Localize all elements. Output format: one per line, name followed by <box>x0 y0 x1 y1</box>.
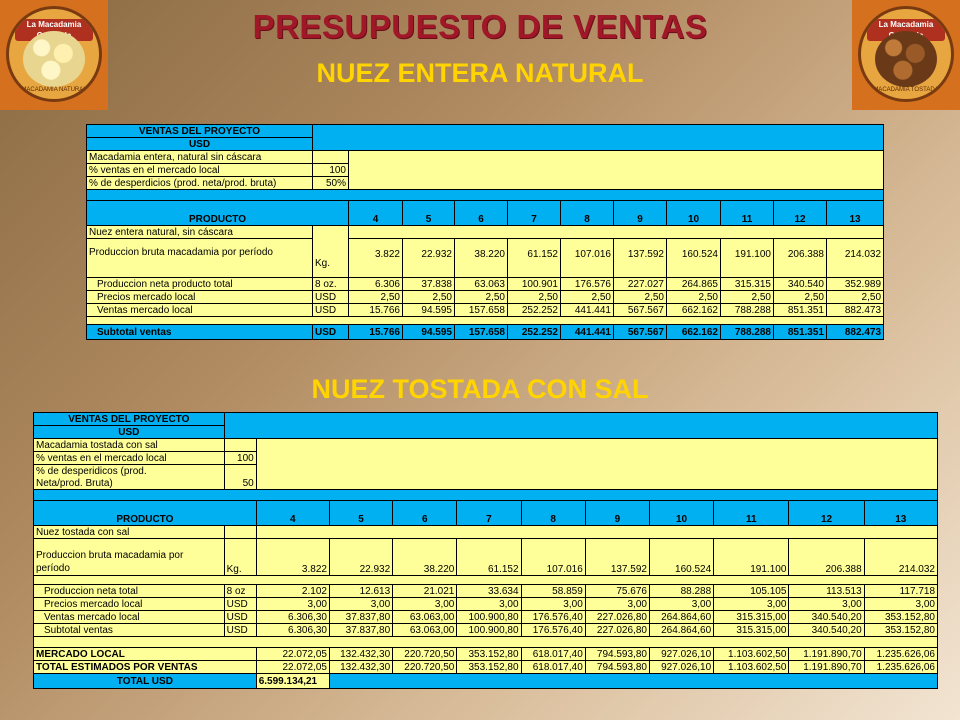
year-header: 6 <box>393 501 457 526</box>
value-cell: 2,50 <box>614 291 667 304</box>
year-header: 7 <box>508 201 561 226</box>
value-cell: 227.026,80 <box>585 624 649 637</box>
param-label: Macadamia tostada con sal <box>34 439 225 452</box>
year-header: 4 <box>256 501 329 526</box>
unit-cell: Kg. <box>224 539 256 576</box>
value-cell: 100.901 <box>508 278 561 291</box>
value-cell: 2,50 <box>827 291 884 304</box>
unit-cell: USD <box>224 624 256 637</box>
year-header: 12 <box>789 501 864 526</box>
param-label: % de desperidicos (prod. <box>34 465 225 478</box>
value-cell: 882.473 <box>827 304 884 317</box>
value-cell: 38.220 <box>393 539 457 576</box>
year-header: 11 <box>721 201 774 226</box>
value-cell: 220.720,50 <box>393 648 457 661</box>
year-header: 8 <box>521 501 585 526</box>
param-value: 50 <box>224 465 256 490</box>
value-cell: 340.540 <box>774 278 827 291</box>
section-title-tostada: NUEZ TOSTADA CON SAL <box>311 374 649 404</box>
value-cell: 63.063,00 <box>393 611 457 624</box>
param-label: Macadamia entera, natural sin cáscara <box>87 151 313 164</box>
table-header: VENTAS DEL PROYECTO <box>34 413 225 426</box>
value-cell: 2,50 <box>508 291 561 304</box>
value-cell: 441.441 <box>561 304 614 317</box>
table-header: VENTAS DEL PROYECTO <box>87 125 313 138</box>
value-cell: 100.900,80 <box>457 624 521 637</box>
table-header-unit: USD <box>34 426 225 439</box>
year-header: 5 <box>329 501 392 526</box>
row-label-line2: período <box>36 563 70 574</box>
value-cell: 117.718 <box>864 585 937 598</box>
page-title: PRESUPUESTO DE VENTAS <box>252 8 708 45</box>
value-cell: 3.822 <box>349 239 403 278</box>
param-label: % de desperdicios (prod. neta/prod. bruta) <box>87 177 313 190</box>
value-cell: 2,50 <box>455 291 508 304</box>
value-cell: 100.900,80 <box>457 611 521 624</box>
value-cell: 618.017,40 <box>521 661 585 674</box>
year-header: 8 <box>561 201 614 226</box>
table-header-unit: USD <box>87 138 313 151</box>
row-label: Ventas mercado local <box>34 611 225 624</box>
row-label <box>34 539 225 576</box>
logo-subtext: MACADAMIA NATURAL <box>21 87 87 93</box>
value-cell: 3,00 <box>457 598 521 611</box>
mercado-local-label: MERCADO LOCAL <box>34 648 257 661</box>
param-value: 100 <box>224 452 256 465</box>
param-label: % ventas en el mercado local <box>87 164 313 177</box>
value-cell: 1.103.602,50 <box>714 648 789 661</box>
value-cell: 618.017,40 <box>521 648 585 661</box>
value-cell: 22.072,05 <box>256 648 329 661</box>
value-cell: 113.513 <box>789 585 864 598</box>
value-cell: 227.026,80 <box>585 611 649 624</box>
value-cell: 220.720,50 <box>393 661 457 674</box>
row-label: Subtotal ventas <box>34 624 225 637</box>
value-cell: 252.252 <box>508 304 561 317</box>
value-cell: 264.864,60 <box>649 624 713 637</box>
value-cell: 264.865 <box>667 278 721 291</box>
param-value: 50% <box>313 177 349 190</box>
value-cell: 107.016 <box>561 239 614 278</box>
item-label: Nuez tostada con sal <box>34 526 225 539</box>
value-cell: 352.989 <box>827 278 884 291</box>
value-cell: 353.152,80 <box>864 624 937 637</box>
unit-cell: USD <box>224 611 256 624</box>
subtotal-value: 252.252 <box>508 325 561 340</box>
value-cell: 315.315,00 <box>714 611 789 624</box>
param-label: Neta/prod. Bruta) <box>34 477 225 490</box>
row-label: Ventas mercado local <box>87 304 313 317</box>
row-label: Precios mercado local <box>87 291 313 304</box>
param-label: % ventas en el mercado local <box>34 452 225 465</box>
value-cell: 37.838 <box>403 278 455 291</box>
value-cell: 132.432,30 <box>329 648 392 661</box>
value-cell: 176.576,40 <box>521 611 585 624</box>
year-header: 13 <box>827 201 884 226</box>
subtotal-value: 441.441 <box>561 325 614 340</box>
unit-cell: USD <box>313 325 349 340</box>
row-label-line1: Produccion bruta macadamia por <box>36 550 184 561</box>
year-header: 7 <box>457 501 521 526</box>
value-cell: 132.432,30 <box>329 661 392 674</box>
value-cell: 3,00 <box>393 598 457 611</box>
value-cell: 851.351 <box>774 304 827 317</box>
value-cell: 22.932 <box>403 239 455 278</box>
subtotal-value: 662.162 <box>667 325 721 340</box>
value-cell: 3,00 <box>329 598 392 611</box>
value-cell: 63.063,00 <box>393 624 457 637</box>
value-cell: 2,50 <box>561 291 614 304</box>
value-cell: 63.063 <box>455 278 508 291</box>
value-cell: 315.315 <box>721 278 774 291</box>
logo-text: La Macadamia <box>867 19 945 41</box>
value-cell: 15.766 <box>349 304 403 317</box>
value-cell: 315.315,00 <box>714 624 789 637</box>
column-header-producto: PRODUCTO <box>34 501 257 526</box>
value-cell: 662.162 <box>667 304 721 317</box>
value-cell: 1.103.602,50 <box>714 661 789 674</box>
total-estimados-label: TOTAL ESTIMADOS POR VENTAS <box>34 661 257 674</box>
subtotal-value: 567.567 <box>614 325 667 340</box>
value-cell: 22.932 <box>329 539 392 576</box>
value-cell: 206.388 <box>774 239 827 278</box>
value-cell: 61.152 <box>457 539 521 576</box>
year-header: 9 <box>614 201 667 226</box>
value-cell: 3,00 <box>256 598 329 611</box>
unit-cell: USD <box>313 291 349 304</box>
value-cell: 788.288 <box>721 304 774 317</box>
year-header: 11 <box>714 501 789 526</box>
row-label: Produccion neta total <box>34 585 225 598</box>
value-cell: 33.634 <box>457 585 521 598</box>
value-cell: 176.576,40 <box>521 624 585 637</box>
value-cell: 191.100 <box>714 539 789 576</box>
logo-text: La Macadamia <box>15 19 93 41</box>
value-cell: 6.306,30 <box>256 611 329 624</box>
value-cell: 3,00 <box>714 598 789 611</box>
value-cell: 1.191.890,70 <box>789 648 864 661</box>
value-cell: 61.152 <box>508 239 561 278</box>
value-cell: 264.864,60 <box>649 611 713 624</box>
total-usd-value: 6.599.134,21 <box>256 674 329 689</box>
value-cell: 2,50 <box>349 291 403 304</box>
sales-table-tostada <box>33 412 938 689</box>
value-cell: 105.105 <box>714 585 789 598</box>
section-title-natural: NUEZ ENTERA NATURAL <box>316 58 644 88</box>
year-header: 13 <box>864 501 937 526</box>
year-header: 6 <box>455 201 508 226</box>
param-value: 100 <box>313 164 349 177</box>
value-cell: 1.235.626,06 <box>864 661 937 674</box>
value-cell: 12.613 <box>329 585 392 598</box>
value-cell: 75.676 <box>585 585 649 598</box>
value-cell: 1.191.890,70 <box>789 661 864 674</box>
unit-cell: 8 oz. <box>313 278 349 291</box>
value-cell: 157.658 <box>455 304 508 317</box>
item-label: Nuez entera natural, sin cáscara <box>87 226 313 239</box>
value-cell: 353.152,80 <box>457 661 521 674</box>
value-cell: 340.540,20 <box>789 624 864 637</box>
value-cell: 214.032 <box>827 239 884 278</box>
value-cell: 206.388 <box>789 539 864 576</box>
subtotal-value: 157.658 <box>455 325 508 340</box>
value-cell: 21.021 <box>393 585 457 598</box>
year-header: 10 <box>649 501 713 526</box>
unit-cell: 8 oz <box>224 585 256 598</box>
row-label: Produccion neta producto total <box>87 278 313 291</box>
year-header: 10 <box>667 201 721 226</box>
value-cell: 927.026,10 <box>649 661 713 674</box>
value-cell: 6.306 <box>349 278 403 291</box>
subtotal-label: Subtotal ventas <box>87 325 313 340</box>
value-cell: 353.152,80 <box>457 648 521 661</box>
value-cell: 37.837,80 <box>329 611 392 624</box>
column-header-producto: PRODUCTO <box>87 201 349 226</box>
value-cell: 94.595 <box>403 304 455 317</box>
value-cell: 58.859 <box>521 585 585 598</box>
value-cell: 176.576 <box>561 278 614 291</box>
row-label: Produccion bruta macadamia por período <box>87 239 313 278</box>
value-cell: 2,50 <box>667 291 721 304</box>
total-usd-label: TOTAL USD <box>34 674 257 689</box>
logo-subtext: MACADAMIA TOSTADA <box>873 87 939 93</box>
value-cell: 794.593,80 <box>585 661 649 674</box>
value-cell: 160.524 <box>649 539 713 576</box>
value-cell: 2,50 <box>403 291 455 304</box>
value-cell: 137.592 <box>614 239 667 278</box>
value-cell: 38.220 <box>455 239 508 278</box>
unit-cell: USD <box>313 304 349 317</box>
value-cell: 191.100 <box>721 239 774 278</box>
subtotal-value: 15.766 <box>349 325 403 340</box>
value-cell: 3,00 <box>585 598 649 611</box>
value-cell: 2.102 <box>256 585 329 598</box>
value-cell: 1.235.626,06 <box>864 648 937 661</box>
sales-table-natural <box>86 124 884 340</box>
year-header: 12 <box>774 201 827 226</box>
value-cell: 6.306,30 <box>256 624 329 637</box>
value-cell: 794.593,80 <box>585 648 649 661</box>
year-header: 4 <box>349 201 403 226</box>
year-header: 9 <box>585 501 649 526</box>
value-cell: 137.592 <box>585 539 649 576</box>
value-cell: 567.567 <box>614 304 667 317</box>
subtotal-value: 788.288 <box>721 325 774 340</box>
value-cell: 3,00 <box>649 598 713 611</box>
value-cell: 3,00 <box>521 598 585 611</box>
value-cell: 3,00 <box>864 598 937 611</box>
year-header: 5 <box>403 201 455 226</box>
value-cell: 340.540,20 <box>789 611 864 624</box>
unit-cell: USD <box>224 598 256 611</box>
subtotal-value: 882.473 <box>827 325 884 340</box>
value-cell: 160.524 <box>667 239 721 278</box>
value-cell: 227.027 <box>614 278 667 291</box>
row-label: Precios mercado local <box>34 598 225 611</box>
value-cell: 88.288 <box>649 585 713 598</box>
value-cell: 2,50 <box>721 291 774 304</box>
value-cell: 3.822 <box>256 539 329 576</box>
value-cell: 214.032 <box>864 539 937 576</box>
value-cell: 3,00 <box>789 598 864 611</box>
unit-cell: Kg. <box>313 226 349 278</box>
value-cell: 22.072,05 <box>256 661 329 674</box>
value-cell: 353.152,80 <box>864 611 937 624</box>
value-cell: 37.837,80 <box>329 624 392 637</box>
subtotal-value: 94.595 <box>403 325 455 340</box>
subtotal-value: 851.351 <box>774 325 827 340</box>
value-cell: 927.026,10 <box>649 648 713 661</box>
value-cell: 107.016 <box>521 539 585 576</box>
value-cell: 2,50 <box>774 291 827 304</box>
